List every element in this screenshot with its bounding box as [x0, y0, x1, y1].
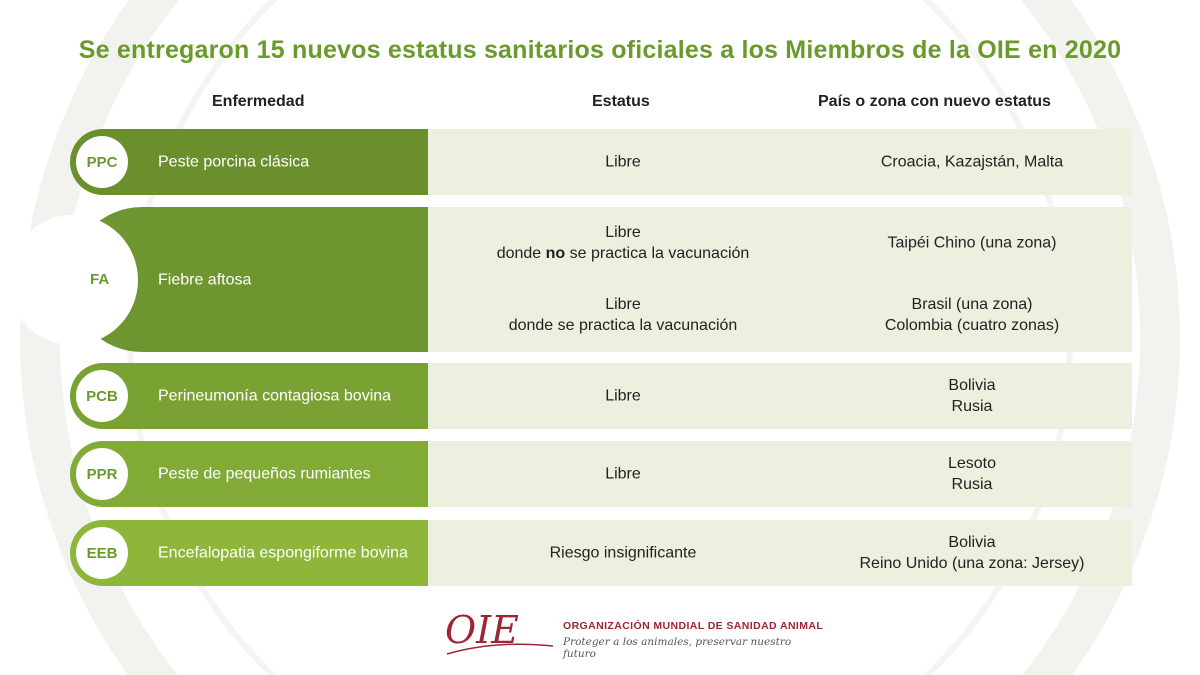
status-text — [428, 222, 818, 264]
country-line: Lesoto — [947, 455, 997, 472]
status-area — [428, 441, 1132, 507]
status-emphasis: no — [545, 245, 566, 262]
country-line: Bolivia — [948, 377, 996, 394]
disease-cell — [70, 207, 428, 352]
status-line: Libre — [605, 224, 641, 241]
country-text — [818, 294, 1126, 336]
status-text: Libre — [605, 465, 641, 483]
status-line: Libre — [605, 296, 641, 313]
disease-badge: EEB — [76, 527, 128, 579]
header-status: Estatus — [592, 93, 650, 110]
header-country: País o zona con nuevo estatus — [818, 93, 1051, 110]
country-line: Reino Unido (una zona: Jersey) — [859, 555, 1085, 572]
disease-badge: PPR — [76, 448, 128, 500]
page-title: Se entregaron 15 nuevos estatus sanitarios oficiales a los Miembros de la OIE en 2020 — [78, 36, 1122, 64]
disease-name: Encefalopatia espongiforme bovina — [158, 544, 408, 562]
status-area — [428, 129, 1132, 195]
status-fragment: se practica la vacunación — [565, 245, 750, 262]
disease-badge: PPC — [76, 136, 128, 188]
status-text: Libre — [605, 387, 641, 405]
status-fragment: donde — [496, 245, 546, 262]
country-text — [818, 375, 1126, 417]
disease-cell — [70, 520, 428, 586]
status-text: Riesgo insignificante — [549, 544, 697, 562]
status-line: donde se practica la vacunación — [508, 317, 738, 334]
table-row — [70, 129, 1132, 195]
oie-logo: OIE — [445, 608, 519, 652]
disease-badge: PCB — [76, 370, 128, 422]
country-text: Croacia, Kazajstán, Malta — [880, 153, 1064, 171]
status-area — [428, 520, 1132, 586]
country-line: Rusia — [951, 398, 993, 415]
status-text: Libre — [605, 153, 641, 171]
country-line: Colombia (cuatro zonas) — [884, 317, 1060, 334]
disease-cell — [70, 441, 428, 507]
disease-name: Perineumonía contagiosa bovina — [158, 387, 392, 405]
disease-cell — [70, 363, 428, 429]
org-name: ORGANIZACIÓN MUNDIAL DE SANIDAD ANIMAL — [563, 620, 824, 632]
country-text — [818, 532, 1126, 574]
table-row — [70, 520, 1132, 586]
status-line — [428, 243, 818, 264]
table-row — [70, 441, 1132, 507]
country-text — [818, 453, 1126, 495]
disease-name: Fiebre aftosa — [158, 271, 252, 288]
country-text: Taipéi Chino (una zona) — [887, 234, 1057, 252]
header-disease: Enfermedad — [212, 93, 305, 110]
disease-badge: FA — [8, 215, 138, 345]
country-line: Rusia — [951, 476, 993, 493]
disease-name: Peste de pequeños rumiantes — [158, 465, 371, 483]
disease-cell — [70, 129, 428, 195]
org-tagline: Proteger a los animales, preservar nuestro futuro — [563, 636, 792, 660]
table-row — [70, 207, 1132, 352]
table-row — [70, 363, 1132, 429]
status-area — [428, 363, 1132, 429]
country-line: Brasil (una zona) — [911, 296, 1033, 313]
disease-name: Peste porcina clásica — [158, 153, 310, 171]
status-text — [428, 294, 818, 336]
footer — [445, 608, 825, 658]
status-area — [428, 207, 1132, 352]
country-line: Bolivia — [948, 534, 996, 551]
